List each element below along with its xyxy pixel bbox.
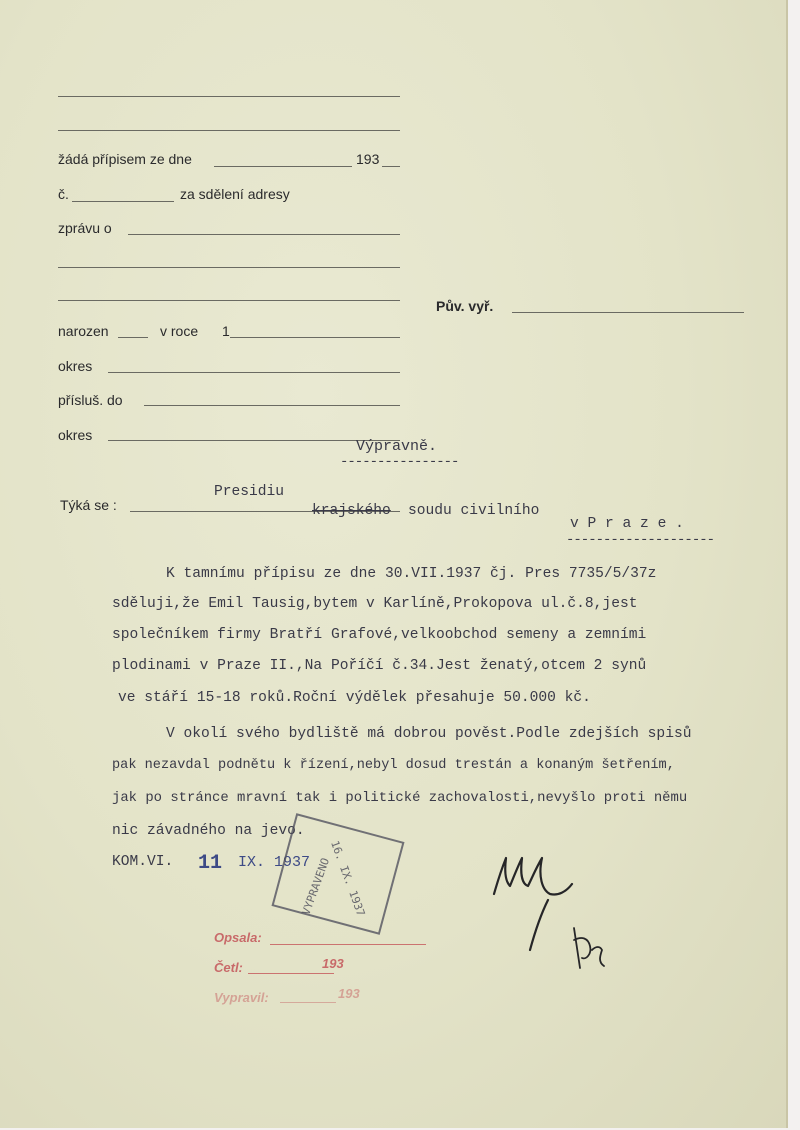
date-stamp-day: 11	[198, 852, 223, 875]
v-roce-label: v roce	[160, 323, 199, 339]
narozen-label: narozen	[58, 323, 109, 339]
handwritten-signature	[488, 850, 618, 980]
date-stamp-month-year: IX. 1937	[238, 854, 311, 871]
zada-label: žádá přípisem ze dne	[58, 151, 192, 167]
vypraveno-stamp-text: VYPRAVENO	[299, 856, 333, 917]
zpravu-rule	[128, 234, 400, 235]
c-label: č.	[58, 186, 69, 202]
blank-rule	[58, 130, 400, 131]
recipient-underline: --------------------	[566, 532, 715, 548]
blank-rule	[58, 267, 400, 268]
prislus-rule	[144, 405, 400, 406]
puv-vyr-rule	[512, 312, 744, 313]
cetl-label: Četl:	[214, 960, 243, 975]
body-line-6: V okolí svého bydliště má dobrou pověst.Podle zdejších spisů	[166, 726, 692, 742]
body-line-5: ve stáří 15-18 roků.Roční výdělek přesahuje 50.000 kč.	[118, 690, 591, 706]
recipient-line-2: soudu civilního	[408, 503, 540, 519]
v-roce-rule	[230, 337, 400, 338]
narozen-rule	[118, 337, 148, 338]
cetl-year: 193	[322, 956, 344, 971]
body-line-2: sděluji,že Emil Tausig,bytem v Karlíně,Prokopova ul.č.8,jest	[112, 596, 638, 612]
za-sdeleni-label: za sdělení adresy	[180, 186, 290, 202]
vypravil-label: Vypravil:	[214, 990, 269, 1005]
puv-vyr-label: Pův. vyř.	[436, 298, 494, 314]
vypravil-year: 193	[338, 986, 360, 1001]
cetl-rule	[248, 973, 334, 974]
vypraveno-stamp	[271, 813, 404, 935]
body-line-1: K tamnímu přípisu ze dne 30.VII.1937 čj. Pres 7735/5/37z	[166, 566, 657, 582]
opsala-label: Opsala:	[214, 930, 262, 945]
opsala-rule	[270, 944, 426, 945]
zpravu-o-label: zprávu o	[58, 220, 112, 236]
okres-label: okres	[58, 358, 93, 374]
recipient-line-3: v P r a z e .	[570, 516, 684, 532]
dashed-underline: ----------------	[340, 454, 459, 470]
body-line-4: plodinami v Praze II.,Na Poříčí č.34.Jest ženatý,otcem 2 synů	[112, 658, 647, 674]
okres-label-2: okres	[58, 427, 93, 443]
body-line-7: pak nezavdal podnětu k řízení,nebyl dosud trestán a konaným šetřením,	[112, 758, 675, 773]
okres-rule	[108, 372, 400, 373]
v-roce-digit: 1	[222, 323, 230, 339]
recipient-line-1: Presidiu	[214, 484, 285, 500]
vypraveno-stamp-date: 16. IX. 1937	[328, 838, 368, 919]
reference-number: KOM.VI.	[112, 854, 174, 870]
body-line-9: nic závadného na jevo.	[112, 823, 305, 839]
recipient-struck-word: krajského	[312, 503, 391, 519]
body-line-3: společníkem firmy Bratří Grafové,velkoobchod semeny a zemními	[112, 627, 647, 643]
year-suffix: 193	[356, 151, 380, 167]
number-rule	[72, 201, 174, 202]
tyka-se-label: Týká se :	[60, 497, 117, 513]
date-rule	[214, 166, 352, 167]
blank-rule	[58, 300, 400, 301]
vypravne-heading: Výpravně.	[356, 438, 438, 455]
prislus-label: přísluš. do	[58, 392, 123, 408]
year-rule	[382, 166, 400, 167]
blank-rule	[58, 96, 400, 97]
body-line-8: jak po stránce mravní tak i politické zachovalosti,nevyšlo proti němu	[112, 790, 688, 806]
vypravil-rule	[280, 1002, 336, 1003]
